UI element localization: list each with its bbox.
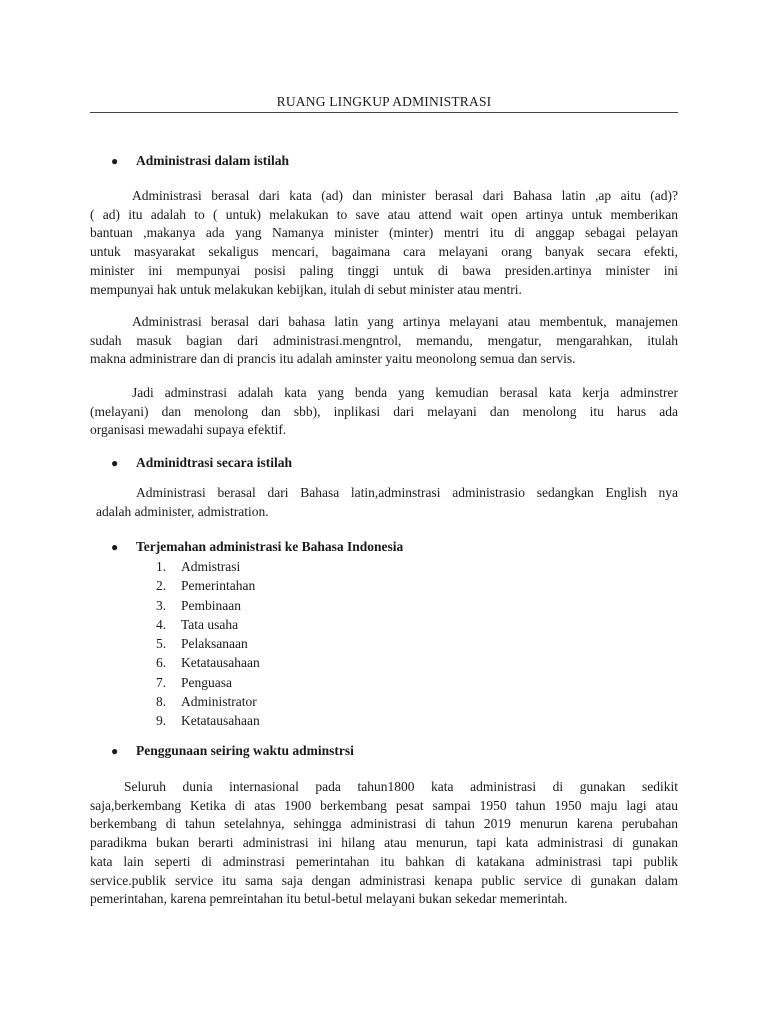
bullet-icon: ● xyxy=(111,744,119,758)
list-item: 5. Pelaksanaan xyxy=(156,636,248,652)
paragraph-4-1: Seluruh dunia internasional pada tahun1800 kata administrasi di gunakan sedikit saja,berkembang Ketika di atas 1900 berkembang pesat sampai 1950 tahun 1950 maju lagi atau berkembang di tahun setelahnya, sehingga administrasi di tahun 2019 menurun karena perubahan paradikma bukan berarti administrasi ini hilang atau menurun, tapi kata administrasi di gunakan kata lain seperti di adminstrasi pemerintahan itu bahkan di katakana administrasi tapi publik service.publik service itu sama saja dengan administrasi kenapa public service di gunakan dalam pemerintahan, karena pemreintahan itu betul-betul melayani bukan sekedar memerintah. xyxy=(90,779,678,907)
list-item: 4. Tata usaha xyxy=(156,616,239,632)
list-item: 3. Pembinaan xyxy=(156,597,241,613)
paragraph-1-2: Administrasi berasal dari bahasa latin yang artinya melayani atau membentuk, manajemen sudah masuk bagian dari administrasi.mengntrol, memandu, mengatur, mengarahkan, itulah makna administrare dan di prancis itu adalah aminster yaitu meonolong semua dan servis. xyxy=(90,314,678,367)
list-item: 9. Ketatausahaan xyxy=(156,713,260,729)
paragraph-1-1: Administrasi berasal dari kata (ad) dan minister berasal dari Bahasa latin ,ap aitu (ad)? ( ad) itu adalah to ( untuk) melakukan to save atau attend wait open artinya untuk memberikan bantuan ,makanya ada yang Namanya minister (minter) mentri itu di anggap sebagai pelayan untuk masyarakat sekaligus mencari, bagaimana cara melayani orang banyak secara efekti, minister ini mempunyai posisi paling tinggi untuk di bawa presiden.artinya minister ini mempunyai hak untuk melakukan kebijkan, itulah di sebut minister atau mentri. xyxy=(90,188,678,297)
list-item: 8. Administrator xyxy=(156,694,257,710)
section-heading-3: ● Terjemahan administrasi ke Bahasa Indonesia xyxy=(111,539,404,554)
list-item: 2. Pemerintahan xyxy=(156,578,256,594)
section-heading-1: ● Administrasi dalam istilah xyxy=(111,153,290,168)
bullet-icon: ● xyxy=(111,456,119,470)
section-heading-4: ● Penggunaan seiring waktu adminstrsi xyxy=(111,743,354,758)
list-item: 1. Admistrasi xyxy=(156,559,241,574)
paragraph-2-1: Administrasi berasal dari Bahasa latin,adminstrasi administrasio sedangkan English nya adalah administer, admistration. xyxy=(96,485,678,519)
bullet-icon: ● xyxy=(111,540,119,554)
list-item: 7. Penguasa xyxy=(156,674,232,690)
translation-list xyxy=(156,557,260,731)
section-heading-2: ● Adminidtrasi secara istilah xyxy=(111,455,293,470)
paragraph-1-3: Jadi adminstrasi adalah kata yang benda yang kemudian berasal kata kerja adminstrer (melayani) dan menolong dan sbb), inplikasi dari melayani dan menolong itu harus ada organisasi mewadahi supaya efektif. xyxy=(90,385,678,438)
title-underline xyxy=(90,112,678,113)
bullet-icon: ● xyxy=(111,154,119,168)
list-item: 6. Ketatausahaan xyxy=(156,655,260,671)
document-title: RUANG LINGKUP ADMINISTRASI xyxy=(276,94,492,109)
